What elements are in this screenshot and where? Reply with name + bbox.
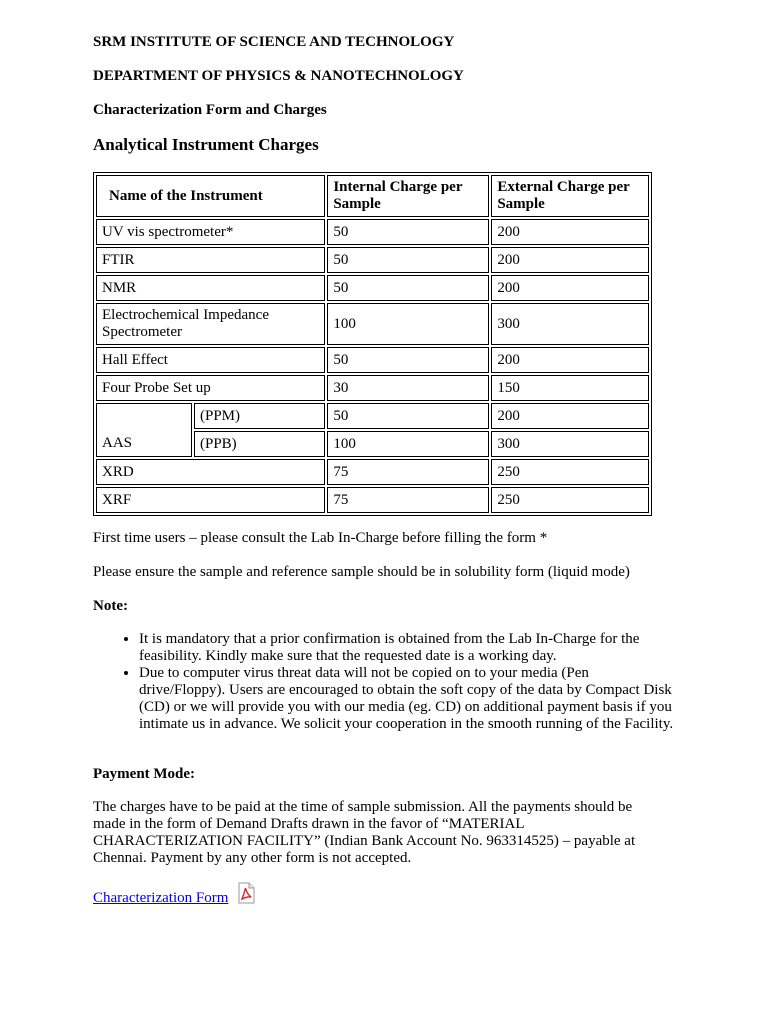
external-charge: 300 <box>491 303 649 345</box>
notes-list <box>93 631 675 733</box>
table-row-aas-ppm <box>96 403 649 429</box>
external-charge: 200 <box>491 275 649 301</box>
table-row <box>96 303 649 345</box>
instrument-name-aas: AAS <box>96 403 192 457</box>
external-charge: 200 <box>491 247 649 273</box>
external-charge: 200 <box>491 219 649 245</box>
section-title: Analytical Instrument Charges <box>93 135 319 154</box>
form-title: Characterization Form and Charges <box>93 102 327 118</box>
table-row <box>96 375 649 401</box>
payment-mode-label: Payment Mode: <box>93 766 196 782</box>
header-instrument: Name of the Instrument <box>96 175 325 217</box>
internal-charge: 50 <box>327 247 489 273</box>
instrument-name: XRF <box>96 487 325 513</box>
internal-charge: 30 <box>327 375 489 401</box>
instrument-name: XRD <box>96 459 325 485</box>
external-charge: 300 <box>491 431 649 457</box>
first-time-users-text: First time users – please consult the Lab In-Charge before filling the form * <box>93 530 548 546</box>
table-header-row <box>96 175 649 217</box>
external-charge: 250 <box>491 487 649 513</box>
table-row <box>96 459 649 485</box>
table-row <box>96 347 649 373</box>
internal-charge: 75 <box>327 459 489 485</box>
pdf-file-icon[interactable] <box>236 882 256 909</box>
internal-charge: 50 <box>327 403 489 429</box>
note-label: Note: <box>93 598 128 614</box>
list-item: • Due to computer virus threat data will not be copied on to your media (Pen drive/Floppy). Users are encouraged to obtain the soft copy of the data by Compact Disk (CD) or we will provide you with our media (eg. CD) on additional payment basis if you intimate us in advance. We solicit your cooperation in the smooth running of the Facility. <box>139 665 675 733</box>
external-charge: 150 <box>491 375 649 401</box>
header-external: External Charge per Sample <box>491 175 649 217</box>
internal-charge: 50 <box>327 219 489 245</box>
table-row <box>96 275 649 301</box>
department-title: DEPARTMENT OF PHYSICS & NANOTECHNOLOGY <box>93 68 464 84</box>
instrument-name: Electrochemical Impedance Spectrometer <box>96 303 325 345</box>
sample-form-text: Please ensure the sample and reference sample should be in solubility form (liquid mode) <box>93 564 630 580</box>
aas-unit-ppb: (PPB) <box>194 431 325 457</box>
internal-charge: 50 <box>327 347 489 373</box>
internal-charge: 100 <box>327 431 489 457</box>
instrument-name: UV vis spectrometer* <box>96 219 325 245</box>
instrument-name: NMR <box>96 275 325 301</box>
payment-mode-text: The charges have to be paid at the time of sample submission. All the payments should be made in the form of Demand Drafts drawn in the favor of “MATERIAL CHARACTERIZATION FACILITY” (Indian Bank Account No. 963314525) – payable at Chennai. Payment by any other form is not accepted. <box>93 799 636 866</box>
internal-charge: 75 <box>327 487 489 513</box>
list-item: • It is mandatory that a prior confirmation is obtained from the Lab In-Charge for the feasibility. Kindly make sure that the requested date is a working day. <box>139 631 675 665</box>
internal-charge: 50 <box>327 275 489 301</box>
characterization-form-row <box>93 882 256 909</box>
instrument-name: Hall Effect <box>96 347 325 373</box>
table-row <box>96 247 649 273</box>
charges-table <box>93 172 652 516</box>
internal-charge: 100 <box>327 303 489 345</box>
institute-title: SRM INSTITUTE OF SCIENCE AND TECHNOLOGY <box>93 34 455 50</box>
characterization-form-link[interactable]: Characterization Form <box>93 890 229 906</box>
header-internal: Internal Charge per Sample <box>327 175 489 217</box>
table-row <box>96 219 649 245</box>
instrument-name: Four Probe Set up <box>96 375 325 401</box>
external-charge: 250 <box>491 459 649 485</box>
table-row <box>96 487 649 513</box>
aas-unit-ppm: (PPM) <box>194 403 325 429</box>
external-charge: 200 <box>491 347 649 373</box>
external-charge: 200 <box>491 403 649 429</box>
instrument-name: FTIR <box>96 247 325 273</box>
